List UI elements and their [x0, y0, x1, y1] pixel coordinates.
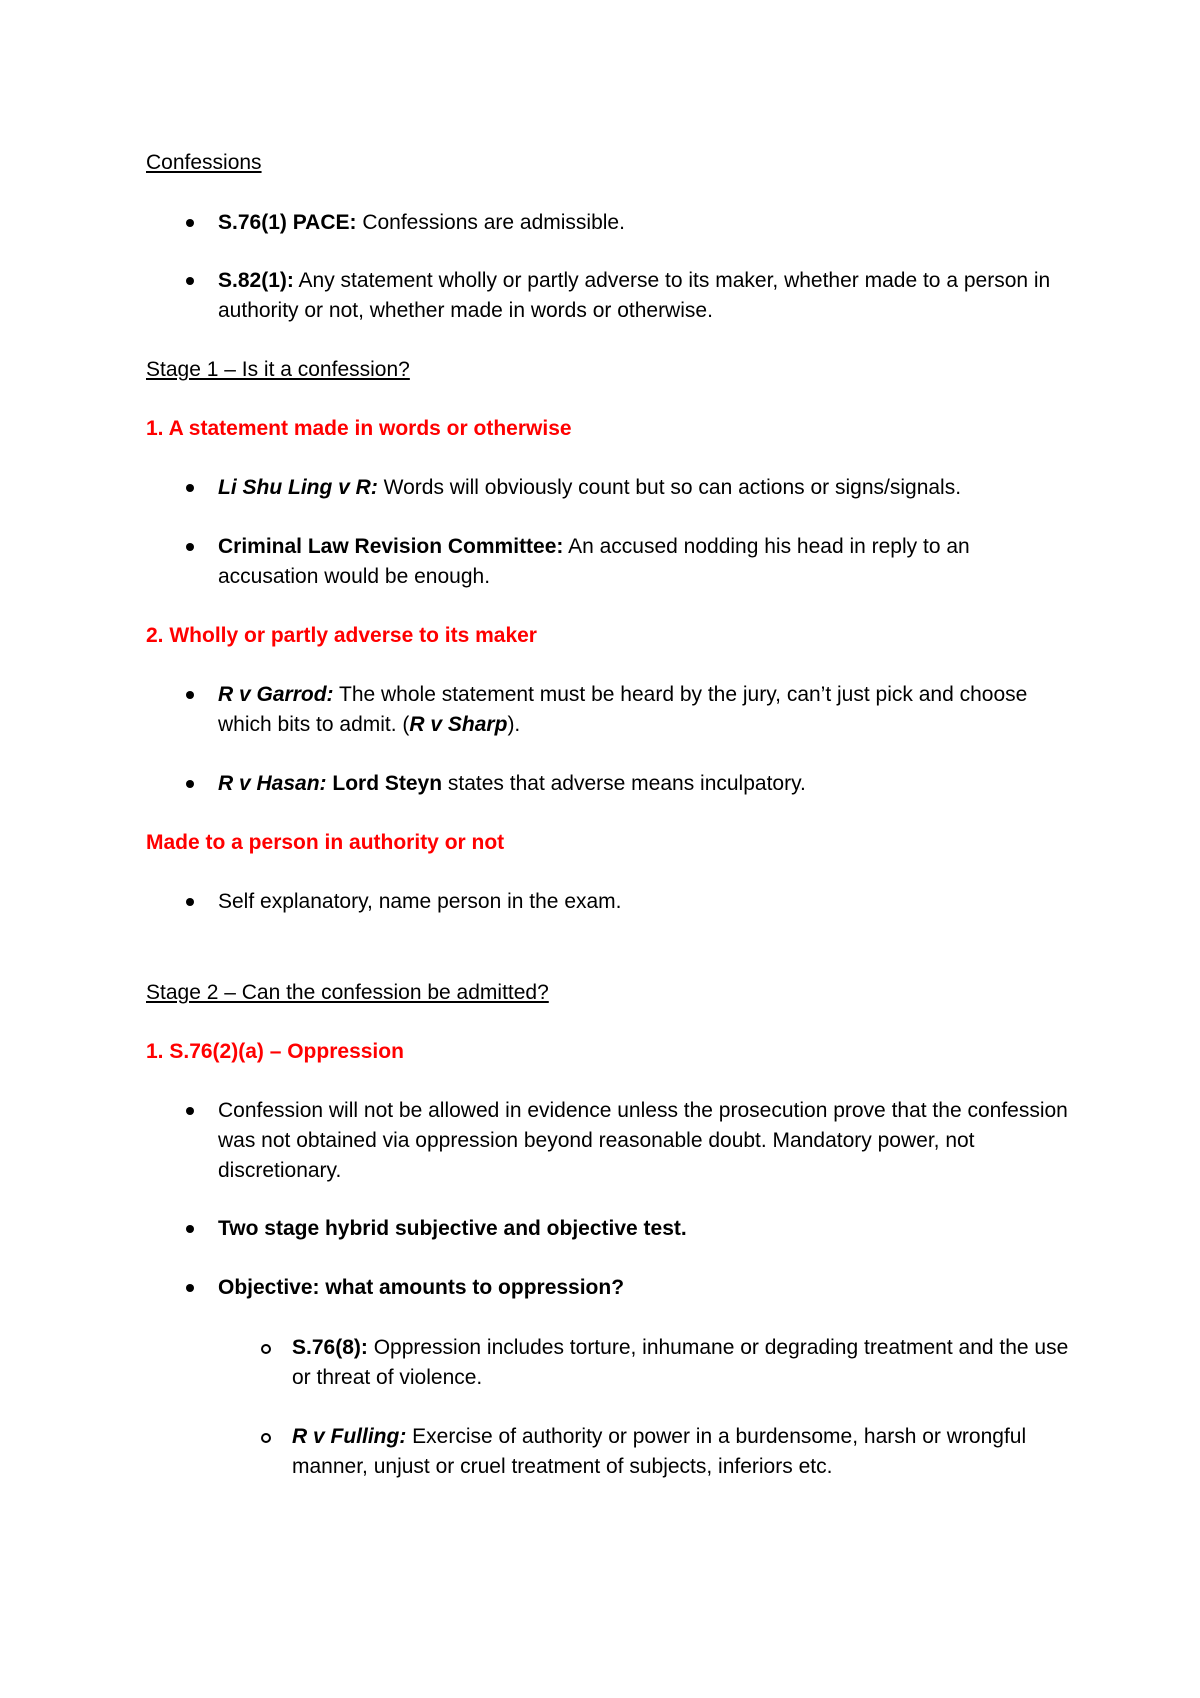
list-item: Confession will not be allowed in evidence unless the prosecution prove that the confession was not obtained via oppression beyond reasonable doubt. Mandatory power, not discretionary.	[218, 1096, 1068, 1186]
item-text: Exercise of authority or power in a burdensome, harsh or wrongful manner, unjust or cruel treatment of subjects, inferiors etc.	[292, 1425, 1027, 1478]
judge-name: Lord Steyn	[326, 772, 443, 795]
case-name: R v Sharp	[409, 713, 508, 736]
statute-ref: S.82(1):	[218, 269, 294, 292]
list-item	[218, 473, 1068, 503]
sub-list-item	[292, 1422, 1072, 1482]
section-heading: 2. Wholly or partly adverse to its maker	[146, 624, 537, 647]
list-item	[218, 680, 1068, 740]
section-heading: 1. A statement made in words or otherwise	[146, 417, 572, 440]
case-name: R v Garrod:	[218, 683, 334, 706]
statute-ref: S.76(1) PACE:	[218, 211, 357, 234]
item-text: ).	[507, 713, 521, 736]
list-item	[218, 532, 1068, 592]
document-title: Confessions	[146, 151, 262, 174]
list-item	[218, 208, 1068, 238]
list-item: Self explanatory, name person in the exam.	[218, 887, 1068, 917]
item-text: An accused nodding his head in reply to an accusation would be enough.	[218, 535, 970, 588]
item-text: states that adverse means inculpatory.	[442, 772, 806, 795]
case-name: Li Shu Ling v R:	[218, 476, 378, 499]
section-heading: 1. S.76(2)(a) – Oppression	[146, 1040, 404, 1063]
stage2-heading: Stage 2 – Can the confession be admitted?	[146, 981, 549, 1004]
case-name: R v Fulling:	[292, 1425, 407, 1448]
statute-ref: S.76(8):	[292, 1336, 368, 1359]
case-name: R v Hasan:	[218, 772, 327, 795]
item-text: Words will obviously count but so can actions or signs/signals.	[377, 476, 962, 499]
section-heading: Made to a person in authority or not	[146, 831, 505, 854]
list-item	[218, 769, 1068, 799]
item-text: Oppression includes torture, inhumane or degrading treatment and the use or threat of violence.	[292, 1336, 1069, 1389]
item-text: Confessions are admissible.	[356, 211, 625, 234]
item-text: Any statement wholly or partly adverse to its maker, whether made to a person in authority or not, whether made in words or otherwise.	[218, 269, 1051, 322]
stage1-heading: Stage 1 – Is it a confession?	[146, 358, 410, 381]
list-item: Two stage hybrid subjective and objective test.	[218, 1214, 1068, 1244]
item-text: The whole statement must be heard by the jury, can’t just pick and choose which bits to admit. (	[218, 683, 1028, 736]
sub-list-item	[292, 1333, 1072, 1393]
list-item: Objective: what amounts to oppression?	[218, 1273, 1068, 1303]
authority-ref: Criminal Law Revision Committee:	[218, 535, 564, 558]
list-item	[218, 266, 1068, 326]
